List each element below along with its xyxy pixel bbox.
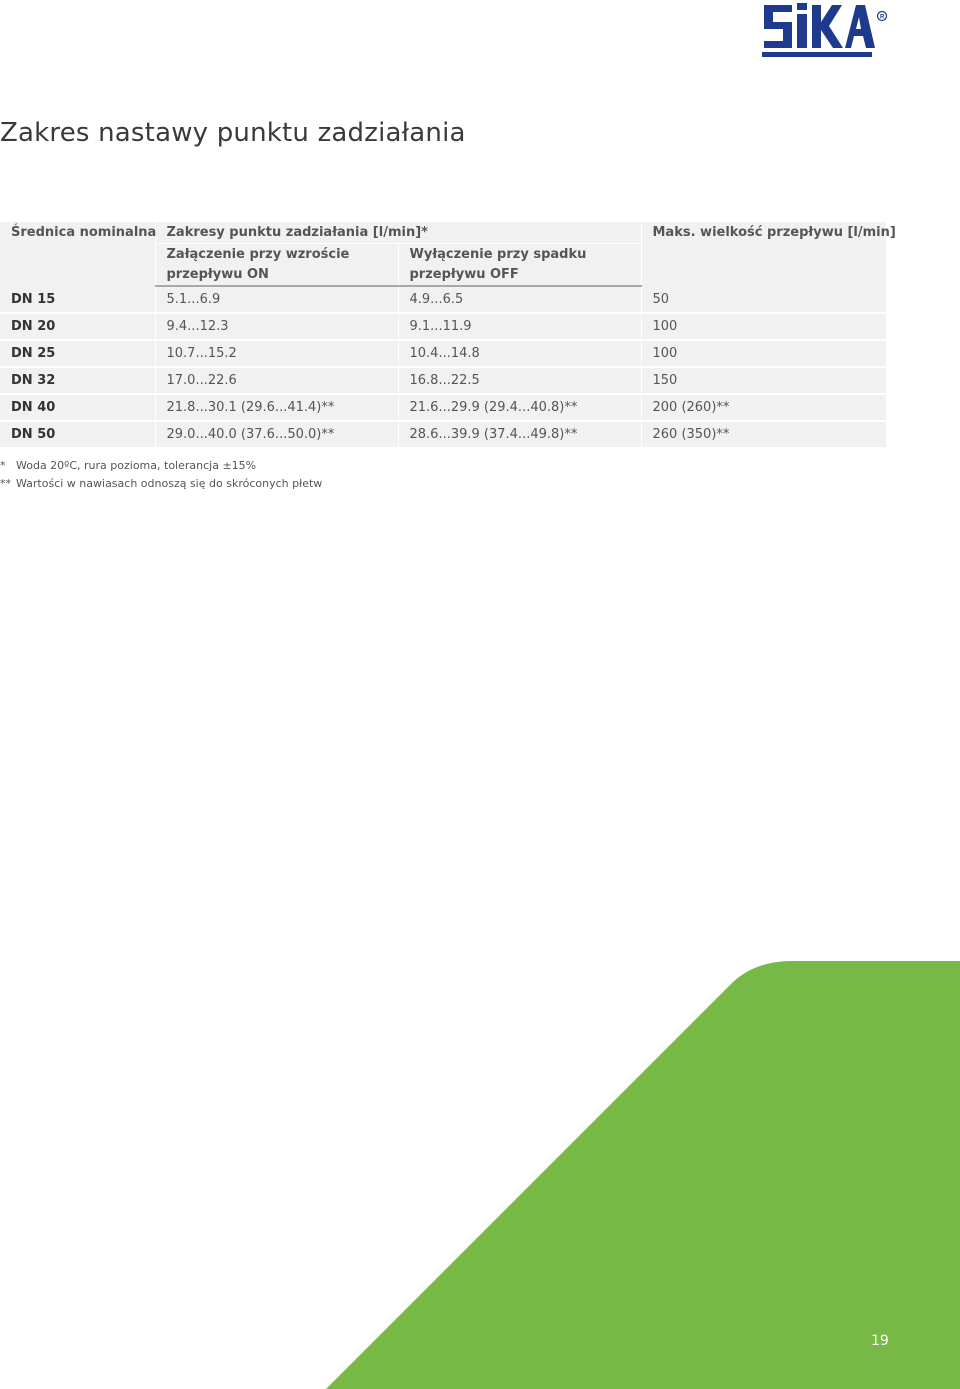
svg-text:R: R [880,14,885,21]
footnote-mark: * [0,459,6,472]
cell-nominal-diameter: DN 40 [0,394,155,421]
cell-switch-off: 9.1...11.9 [398,313,641,340]
cell-switch-on: 10.7...15.2 [155,340,398,367]
subheader-switch-on: Załączenie przy wzroście przepływu ON [155,244,398,287]
cell-switch-off: 4.9...6.5 [398,286,641,313]
cell-max-flow: 260 (350)** [641,421,886,448]
cell-max-flow: 150 [641,367,886,394]
page-number: 19 [871,1333,889,1349]
cell-switch-on: 21.8...30.1 (29.6...41.4)** [155,394,398,421]
header-nominal-diameter: Średnica nominalna [0,222,155,286]
cell-switch-off: 28.6...39.9 (37.4...49.8)** [398,421,641,448]
cell-switch-on: 29.0...40.0 (37.6...50.0)** [155,421,398,448]
subheader-switch-off: Wyłączenie przy spadku przepływu OFF [398,244,641,287]
cell-max-flow: 50 [641,286,886,313]
header-max-flow: Maks. wielkość przepływu [l/min] [641,222,886,286]
footnote-mark: ** [0,477,11,490]
cell-switch-on: 9.4...12.3 [155,313,398,340]
page-title: Zakres nastawy punktu zadziałania [0,118,466,148]
cell-max-flow: 200 (260)** [641,394,886,421]
cell-switch-on: 17.0...22.6 [155,367,398,394]
cell-switch-on: 5.1...6.9 [155,286,398,313]
footnote-text: Woda 20ºC, rura pozioma, tolerancja ±15% [16,459,257,472]
cell-max-flow: 100 [641,313,886,340]
footnote-text: Wartości w nawiasach odnoszą się do skróconych płetw [16,477,323,490]
cell-switch-off: 10.4...14.8 [398,340,641,367]
cell-nominal-diameter: DN 15 [0,286,155,313]
cell-nominal-diameter: DN 32 [0,367,155,394]
cell-switch-off: 16.8...22.5 [398,367,641,394]
cell-nominal-diameter: DN 50 [0,421,155,448]
cell-nominal-diameter: DN 20 [0,313,155,340]
cell-nominal-diameter: DN 25 [0,340,155,367]
header-setpoint-ranges: Zakresy punktu zadziałania [l/min]* [155,222,641,244]
cell-max-flow: 100 [641,340,886,367]
cell-switch-off: 21.6...29.9 (29.4...40.8)** [398,394,641,421]
